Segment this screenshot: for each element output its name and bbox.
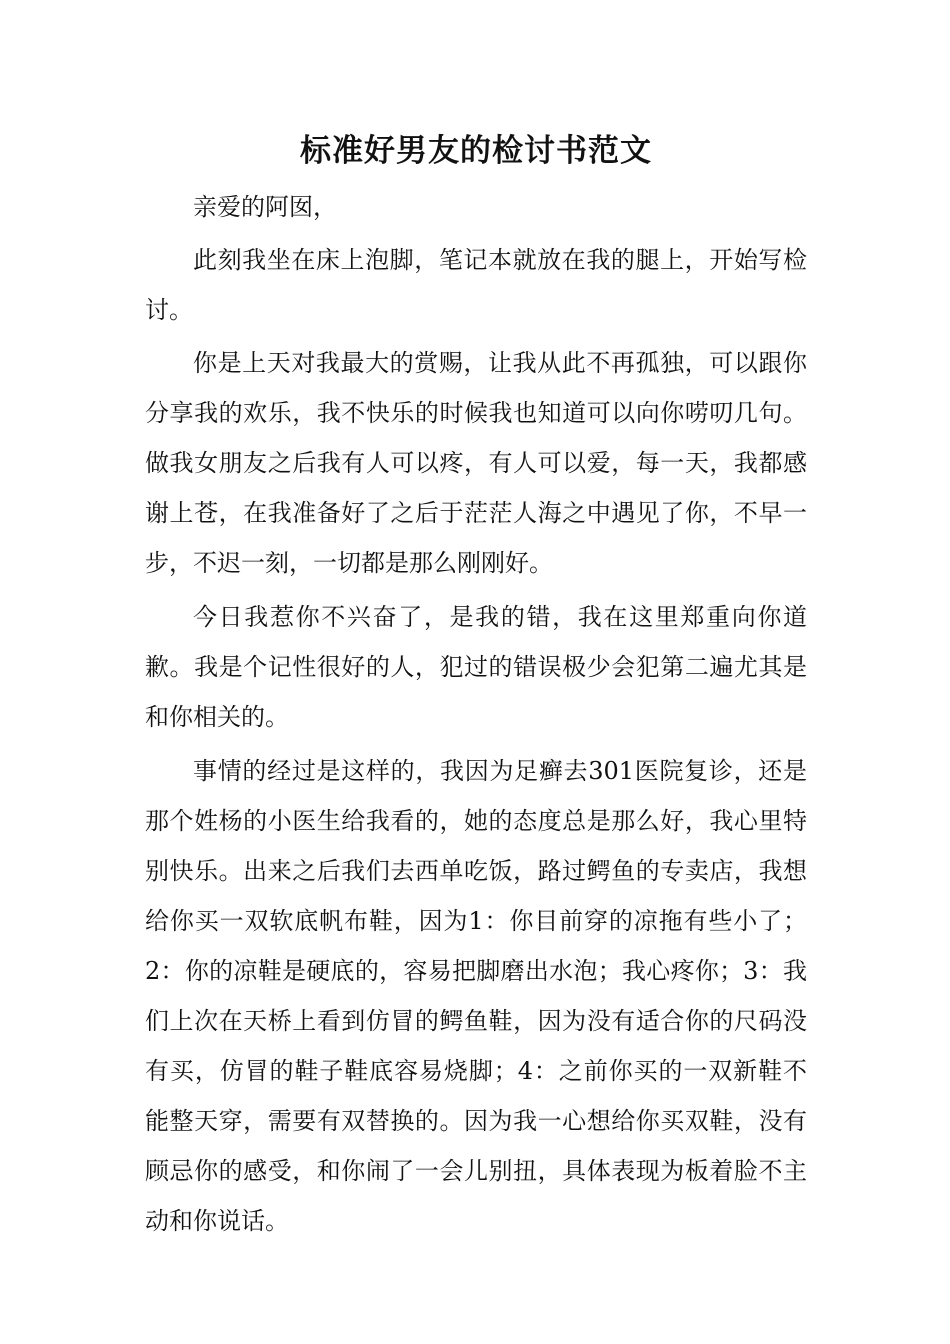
paragraph-2: 你是上天对我最大的赏赐，让我从此不再孤独，可以跟你分享我的欢乐，我不快乐的时候我也知道可以向你唠叨几句。做我女朋友之后我有人可以疼，有人可以爱，每一天，我都感谢上苍，在我准备好了之后于茫茫人海之中遇见了你，不早一步，不迟一刻，一切都是那么刚刚好。: [145, 349, 807, 577]
document-body: [145, 128, 807, 1246]
paragraph-4: 事情的经过是这样的，我因为足癣去301医院复诊，还是那个姓杨的小医生给我看的，她的态度总是那么好，我心里特别快乐。出来之后我们去西单吃饭，路过鳄鱼的专卖店，我想给你买一双软底帆布鞋，因为1：你目前穿的凉拖有些小了；2：你的凉鞋是硬底的，容易把脚磨出水泡；我心疼你；3：我们上次在天桥上看到仿冒的鳄鱼鞋，因为没有适合你的尺码没有买，仿冒的鞋子鞋底容易烧脚；4：之前你买的一双新鞋不能整天穿，需要有双替换的。因为我一心想给你买双鞋，没有顾忌你的感受，和你闹了一会儿别扭，具体表现为板着脸不主动和你说话。: [145, 757, 807, 1235]
paragraph-1: 此刻我坐在床上泡脚，笔记本就放在我的腿上，开始写检讨。: [145, 246, 807, 324]
paragraph-3: 今日我惹你不兴奋了，是我的错，我在这里郑重向你道歉。我是个记性很好的人，犯过的错误极少会犯第二遍尤其是和你相关的。: [145, 603, 807, 731]
salutation: 亲爱的阿囡，: [193, 193, 337, 221]
document-title: 标准好男友的检讨书范文: [300, 133, 652, 169]
